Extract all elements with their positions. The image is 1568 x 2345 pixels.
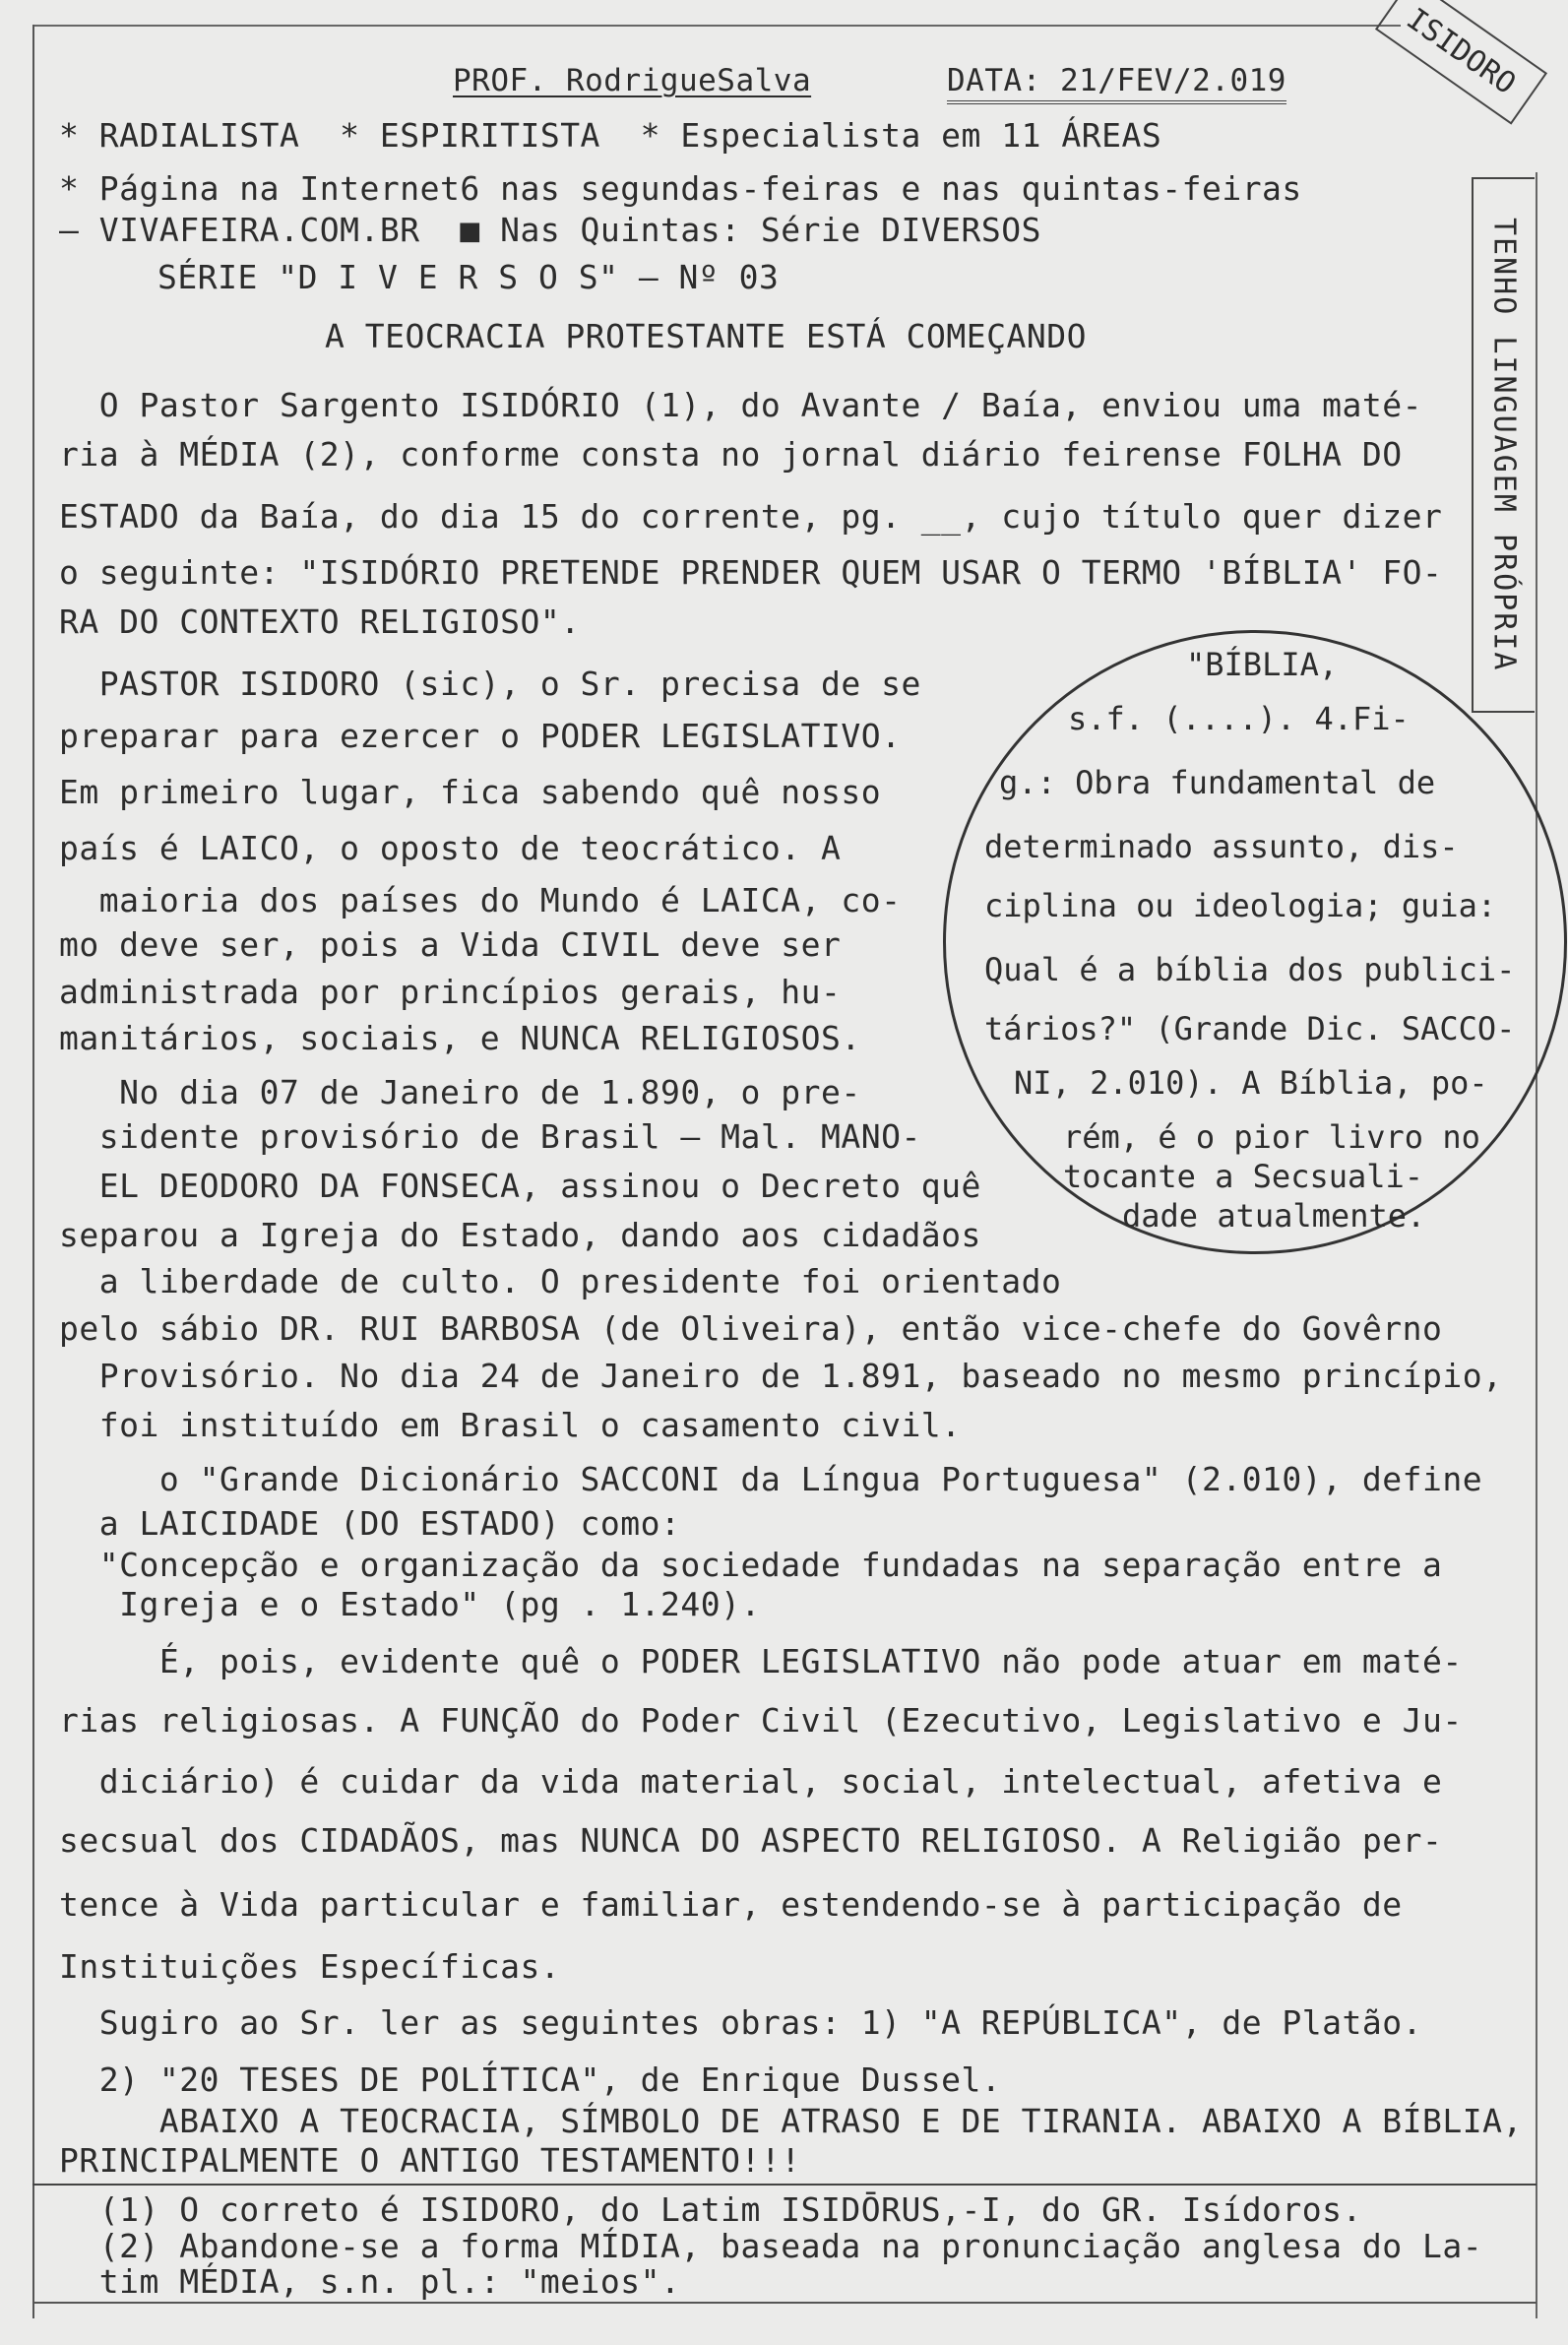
body-line: a liberdade de culto. O presidente foi orientado (59, 1262, 1062, 1300)
circle-line: tocante a Secsuali- (1063, 1158, 1424, 1195)
footnote-1: (1) O correto é ISIDORO, do Latim ISIDŌRUS,-I, do GR. Isídoros. (59, 2190, 1362, 2229)
body-line: administrada por princípios gerais, hu- (59, 973, 842, 1011)
body-line: "Concepção e organização da sociedade fundadas na separação entre a (59, 1546, 1443, 1584)
body-line: Provisório. No dia 24 de Janeiro de 1.891, baseado no mesmo princípio, (59, 1357, 1503, 1395)
footnote-2: (2) Abandone-se a forma MÍDIA, baseada na pronunciação anglesa do La- (59, 2227, 1483, 2265)
body-line: sidente provisório de Brasil — Mal. MANO- (59, 1117, 921, 1156)
body-line: Em primeiro lugar, fica sabendo quê nosso (59, 773, 882, 811)
body-line: Sugiro ao Sr. ler as seguintes obras: 1) "A REPÚBLICA", de Platão. (59, 2003, 1423, 2042)
body-line: RA DO CONTEXTO RELIGIOSO". (59, 602, 581, 641)
circle-line: Qual é a bíblia dos publici- (984, 951, 1516, 988)
circle-line: ciplina ou ideologia; guia: (984, 887, 1497, 924)
circle-line: "BÍBLIA, (1186, 646, 1339, 683)
body-line: O Pastor Sargento ISIDÓRIO (1), do Avante / Baía, enviou uma maté- (59, 386, 1423, 424)
body-line: 2) "20 TESES DE POLÍTICA", de Enrique Dussel. (59, 2060, 1002, 2099)
body-line: manitários, sociais, e NUNCA RELIGIOSOS. (59, 1019, 861, 1057)
author-name: PROF. RodrigueSalva (453, 63, 812, 98)
side-box-text: TENHO LINGUAGEM PRÓPRIA (1486, 218, 1522, 672)
body-line: separou a Igreja do Estado, dando aos cidadãos (59, 1216, 981, 1254)
side-box (1472, 177, 1535, 713)
body-line: a LAICIDADE (DO ESTADO) como: (59, 1504, 681, 1543)
stamp-text: ISIDORO (1400, 1, 1523, 101)
body-line: tence à Vida particular e familiar, estendendo-se à participação de (59, 1885, 1403, 1924)
header-line-2: * RADIALISTA * ESPIRITISTA * Especialista em 11 ÁREAS (59, 116, 1162, 155)
body-line: preparar para ezercer o PODER LEGISLATIVO. (59, 717, 902, 755)
body-line: PRINCIPALMENTE O ANTIGO TESTAMENTO!!! (59, 2141, 801, 2180)
body-line: foi instituído em Brasil o casamento civil. (59, 1406, 962, 1444)
header-line-4: — VIVAFEIRA.COM.BR ■ Nas Quintas: Série DIVERSOS (59, 211, 1042, 249)
header-line-3: * Página na Internet6 nas segundas-feiras e nas quintas-feiras (59, 169, 1302, 208)
footnote-2-cont: tim MÉDIA, s.n. pl.: "meios". (59, 2262, 681, 2301)
circle-line: s.f. (....). 4.Fi- (1068, 700, 1410, 737)
body-line: EL DEODORO DA FONSECA, assinou o Decreto quê (59, 1167, 981, 1205)
body-line: maioria dos países do Mundo é LAICA, co- (59, 881, 902, 919)
body-line: diciário) é cuidar da vida material, social, intelectual, afetiva e (59, 1762, 1443, 1801)
circle-line: rém, é o pior livro no (1063, 1118, 1480, 1156)
page-title: A TEOCRACIA PROTESTANTE ESTÁ COMEÇANDO (325, 317, 1087, 355)
circle-line: dade atualmente. (1122, 1197, 1426, 1235)
corner-stamp (1375, 0, 1547, 125)
body-line: PASTOR ISIDORO (sic), o Sr. precisa de se (59, 665, 921, 703)
frame-left-border (32, 25, 34, 2318)
circle-line: tários?" (Grande Dic. SACCO- (984, 1010, 1516, 1047)
circle-line: determinado assunto, dis- (984, 828, 1459, 865)
body-line: ABAIXO A TEOCRACIA, SÍMBOLO DE ATRASO E DE TIRANIA. ABAIXO A BÍBLIA, (59, 2102, 1523, 2140)
footnote-divider (32, 2184, 1537, 2186)
body-line: pelo sábio DR. RUI BARBOSA (de Oliveira), então vice-chefe do Govêrno (59, 1309, 1443, 1348)
body-line: Igreja e o Estado" (pg . 1.240). (59, 1585, 761, 1623)
frame-right-border (1536, 172, 1537, 2318)
body-line: secsual dos CIDADÃOS, mas NUNCA DO ASPECTO RELIGIOSO. A Religião per- (59, 1821, 1443, 1860)
series-label: SÉRIE "D I V E R S O S" — Nº 03 (157, 258, 780, 296)
body-line: No dia 07 de Janeiro de 1.890, o pre- (59, 1073, 861, 1111)
body-line: É, pois, evidente quê o PODER LEGISLATIVO não pode atuar em maté- (59, 1642, 1463, 1680)
frame-bottom-border (32, 2302, 1537, 2304)
body-line: Instituições Específicas. (59, 1947, 561, 1986)
body-line: rias religiosas. A FUNÇÃO do Poder Civil (Ezecutivo, Legislativo e Ju- (59, 1701, 1463, 1740)
circle-line: g.: Obra fundamental de (999, 764, 1436, 801)
body-line: o "Grande Dicionário SACCONI da Língua Portuguesa" (2.010), define (59, 1460, 1483, 1498)
body-line: o seguinte: "ISIDÓRIO PRETENDE PRENDER QUEM USAR O TERMO 'BÍBLIA' FO- (59, 553, 1443, 592)
body-line: mo deve ser, pois a Vida CIVIL deve ser (59, 925, 842, 964)
document-date: DATA: 21/FEV/2.019 (947, 61, 1286, 104)
circle-line: NI, 2.010). A Bíblia, po- (1014, 1064, 1488, 1102)
frame-top-border (32, 25, 1401, 27)
body-line: ria à MÉDIA (2), conforme consta no jornal diário feirense FOLHA DO (59, 435, 1403, 474)
body-line: ESTADO da Baía, do dia 15 do corrente, pg. __, cujo título quer dizer (59, 497, 1443, 536)
body-line: país é LAICO, o oposto de teocrático. A (59, 829, 842, 867)
